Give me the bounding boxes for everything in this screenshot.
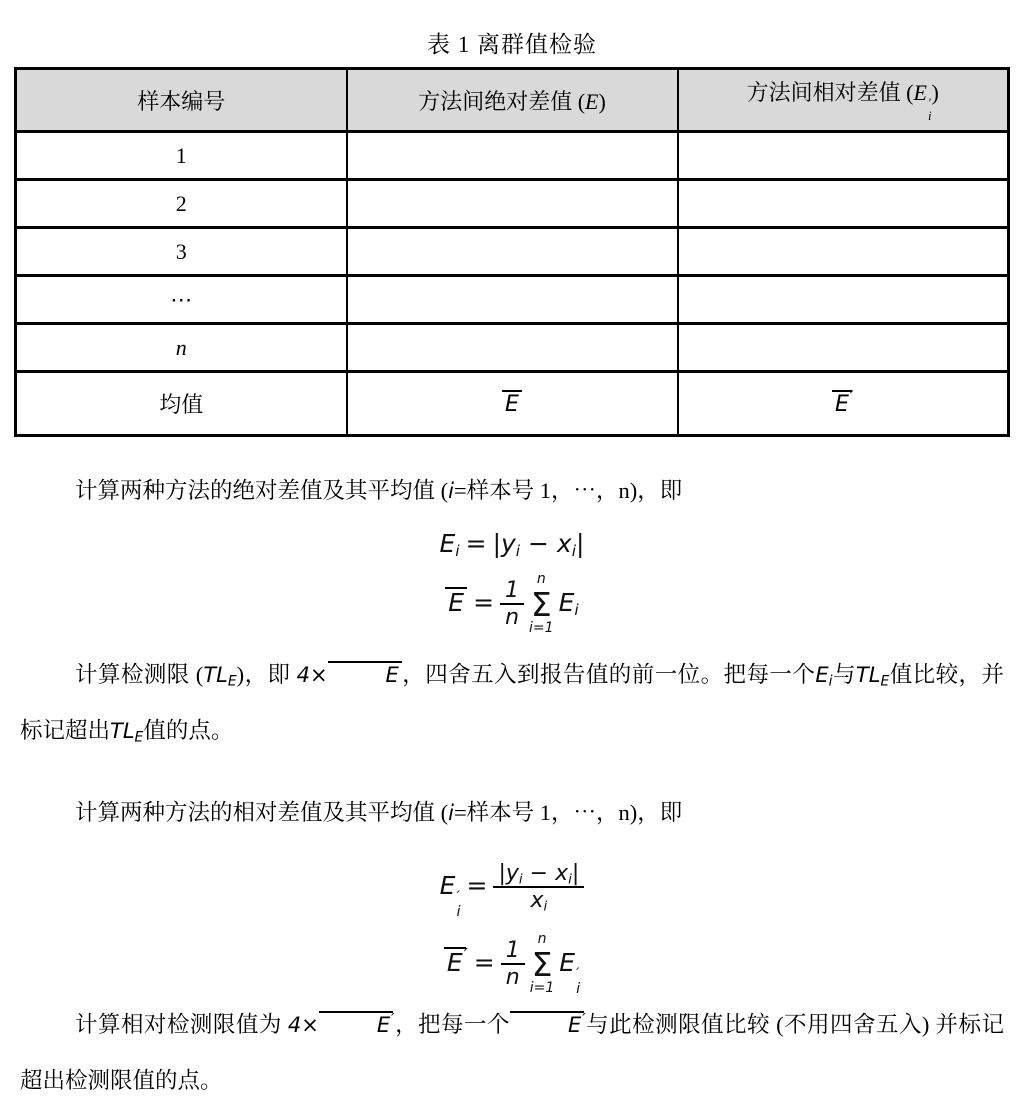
equals-sign: = [466, 871, 488, 900]
var-E: E [558, 588, 575, 617]
subscript-i: i [571, 541, 577, 560]
E-supsub [456, 890, 460, 920]
denominator [493, 886, 584, 913]
sum-lower-limit: i=1 [529, 979, 555, 996]
summation [530, 932, 555, 996]
mean-label-cell: 均值 [16, 372, 347, 436]
numerator: 1 [505, 577, 520, 603]
text-run: 与 [832, 662, 856, 687]
E-overline: E [832, 390, 852, 416]
text-run: 计算检测限 ( [75, 662, 204, 687]
outlier-test-table [14, 67, 1010, 437]
prime-mark: ′ [849, 387, 854, 407]
prime-mark: ′ [582, 1009, 586, 1028]
sample-number-cell: 3 [16, 228, 347, 276]
empty-cell [678, 324, 1009, 372]
fraction-abs-over-x [493, 861, 584, 914]
subscript-E: E [227, 673, 237, 690]
subscript-i: i [927, 109, 932, 124]
subscript-i: i [543, 898, 548, 915]
subscript-i: i [456, 904, 461, 921]
E-overline: E [502, 390, 522, 416]
term-abs-y: |y [492, 529, 516, 558]
E-overline: E [319, 1011, 393, 1036]
prime-mark: ′ [463, 945, 468, 967]
empty-cell [347, 276, 678, 324]
mean-relative-cell [678, 372, 1009, 436]
numerator [493, 861, 584, 886]
fraction-1-over-n [500, 578, 524, 631]
E-overline: E [445, 587, 467, 616]
var-i: i [448, 479, 454, 503]
text-run: 计算两种方法的相对差值及其平均值 ( [75, 800, 449, 825]
term-abs-y: |y [498, 860, 519, 886]
equals-sign: = [473, 588, 495, 617]
text-run: ，把每一个 [394, 1012, 510, 1037]
sum-upper-limit: n [537, 931, 547, 948]
var-x: x [530, 888, 544, 913]
header-absolute-difference [347, 69, 678, 132]
symbol-E-bar [502, 392, 522, 417]
table-row [16, 324, 1009, 372]
empty-cell [678, 276, 1009, 324]
factor-4x: 4× [287, 1013, 319, 1037]
empty-cell [347, 324, 678, 372]
ellipsis-cell: ⋯ [16, 276, 347, 324]
empty-cell [347, 228, 678, 276]
table-row [16, 180, 1009, 228]
text-run: 计算两种方法的绝对差值及其平均值 ( [75, 478, 449, 503]
equals-sign: = [465, 529, 487, 558]
E-overline: E [328, 661, 402, 686]
denominator: n [501, 963, 525, 990]
empty-cell [678, 132, 1009, 180]
text-run: ，四舍五入到报告值的前一位。把每一个 [401, 662, 816, 687]
sum-lower-limit: i=1 [529, 619, 554, 636]
numerator: 1 [505, 937, 520, 963]
var-i: i [448, 801, 454, 825]
symbol-E-bar [328, 663, 402, 687]
mean-row [16, 372, 1009, 436]
var-TL: TL [110, 719, 135, 743]
subscript-i: i [576, 981, 581, 998]
sample-number-cell-n: n [16, 324, 347, 372]
E-supsub [576, 967, 580, 997]
table-row [16, 228, 1009, 276]
paragraph-relative-intro [20, 785, 1004, 841]
header-sample-number-label: 样本编号 [137, 88, 226, 114]
table-header-row [16, 69, 1009, 132]
denominator: n [500, 603, 524, 630]
mean-absolute-cell [347, 372, 678, 436]
subscript-E: E [134, 729, 144, 746]
text-run: 值的点。 [143, 718, 234, 743]
fraction-1-over-n [501, 938, 525, 991]
text-run: 值比较，并标记超出 [20, 662, 1004, 743]
header-absolute-suffix: ) [598, 88, 606, 114]
summation [529, 572, 554, 636]
empty-cell [347, 180, 678, 228]
subscript-E: E [880, 673, 890, 690]
symbol-E-prime-i [913, 80, 932, 124]
symbol-E-bar-prime [832, 387, 854, 417]
text-run: =样本号 1，⋯，n)，即 [453, 478, 683, 503]
table-row [16, 132, 1009, 180]
paragraph-detection-limit [20, 647, 1004, 759]
header-relative-difference [678, 69, 1009, 132]
subscript-i: i [518, 871, 523, 888]
var-E: E [439, 871, 456, 900]
sigma-symbol: Σ [531, 944, 553, 984]
symbol-E-base: E [913, 80, 927, 106]
subscript-i: i [828, 673, 833, 690]
header-relative-suffix: ) [931, 80, 939, 106]
abs-close: | [576, 529, 585, 558]
paragraph-relative-limit [20, 997, 1004, 1104]
sample-number-cell: 1 [16, 132, 347, 180]
table-row [16, 276, 1009, 324]
prime-mark: ′ [576, 966, 580, 983]
E-overline: E [444, 947, 466, 976]
empty-cell [678, 228, 1009, 276]
symbol-E-bar-prime [510, 1009, 586, 1037]
subscript-i: i [455, 541, 460, 560]
formula-mean-relative [0, 929, 1024, 997]
subscript-i: i [574, 600, 579, 619]
empty-cell [347, 132, 678, 180]
var-TL: TL [855, 663, 881, 687]
text-run: =样本号 1，⋯，n)，即 [453, 800, 683, 825]
table-caption: 表 1 离群值检验 [427, 32, 597, 57]
symbol-E: E [585, 88, 599, 114]
var-E: E [439, 529, 456, 558]
E-overline: E [510, 1011, 584, 1036]
formula-relative-difference [0, 843, 1024, 929]
subscript-i: i [515, 541, 521, 560]
sample-number-cell: 2 [16, 180, 347, 228]
header-relative-prefix: 方法间相对差值 ( [746, 80, 914, 106]
subscript-i: i [568, 871, 572, 888]
term-minus-x: − x [520, 529, 572, 558]
equals-sign: = [473, 948, 495, 977]
paragraph-absolute-intro [20, 463, 1004, 519]
var-E: E [815, 663, 829, 687]
sum-upper-limit: n [536, 571, 546, 588]
header-sample-number [16, 69, 347, 132]
symbol-E-bar-prime [319, 1009, 395, 1037]
prime-mark: ′ [927, 95, 931, 110]
text-run: )，即 [236, 662, 297, 687]
formula-absolute-difference [0, 523, 1024, 565]
abs-close: | [571, 860, 580, 886]
formula-mean-absolute [0, 567, 1024, 639]
factor-4x: 4× [296, 663, 328, 687]
var-E: E [559, 948, 576, 977]
empty-cell [678, 180, 1009, 228]
var-TL: TL [203, 663, 228, 687]
prime-mark: ′ [456, 889, 460, 906]
sigma-symbol: Σ [530, 584, 552, 624]
prime-mark: ′ [391, 1009, 395, 1028]
text-run: 与此检测限值比较 (不用四舍五入) 并标记超出检测限值的点。 [20, 1012, 1004, 1093]
term-minus-x: − x [522, 860, 569, 886]
header-absolute-prefix: 方法间绝对差值 ( [418, 88, 586, 114]
text-run: 计算相对检测限值为 [75, 1012, 288, 1037]
